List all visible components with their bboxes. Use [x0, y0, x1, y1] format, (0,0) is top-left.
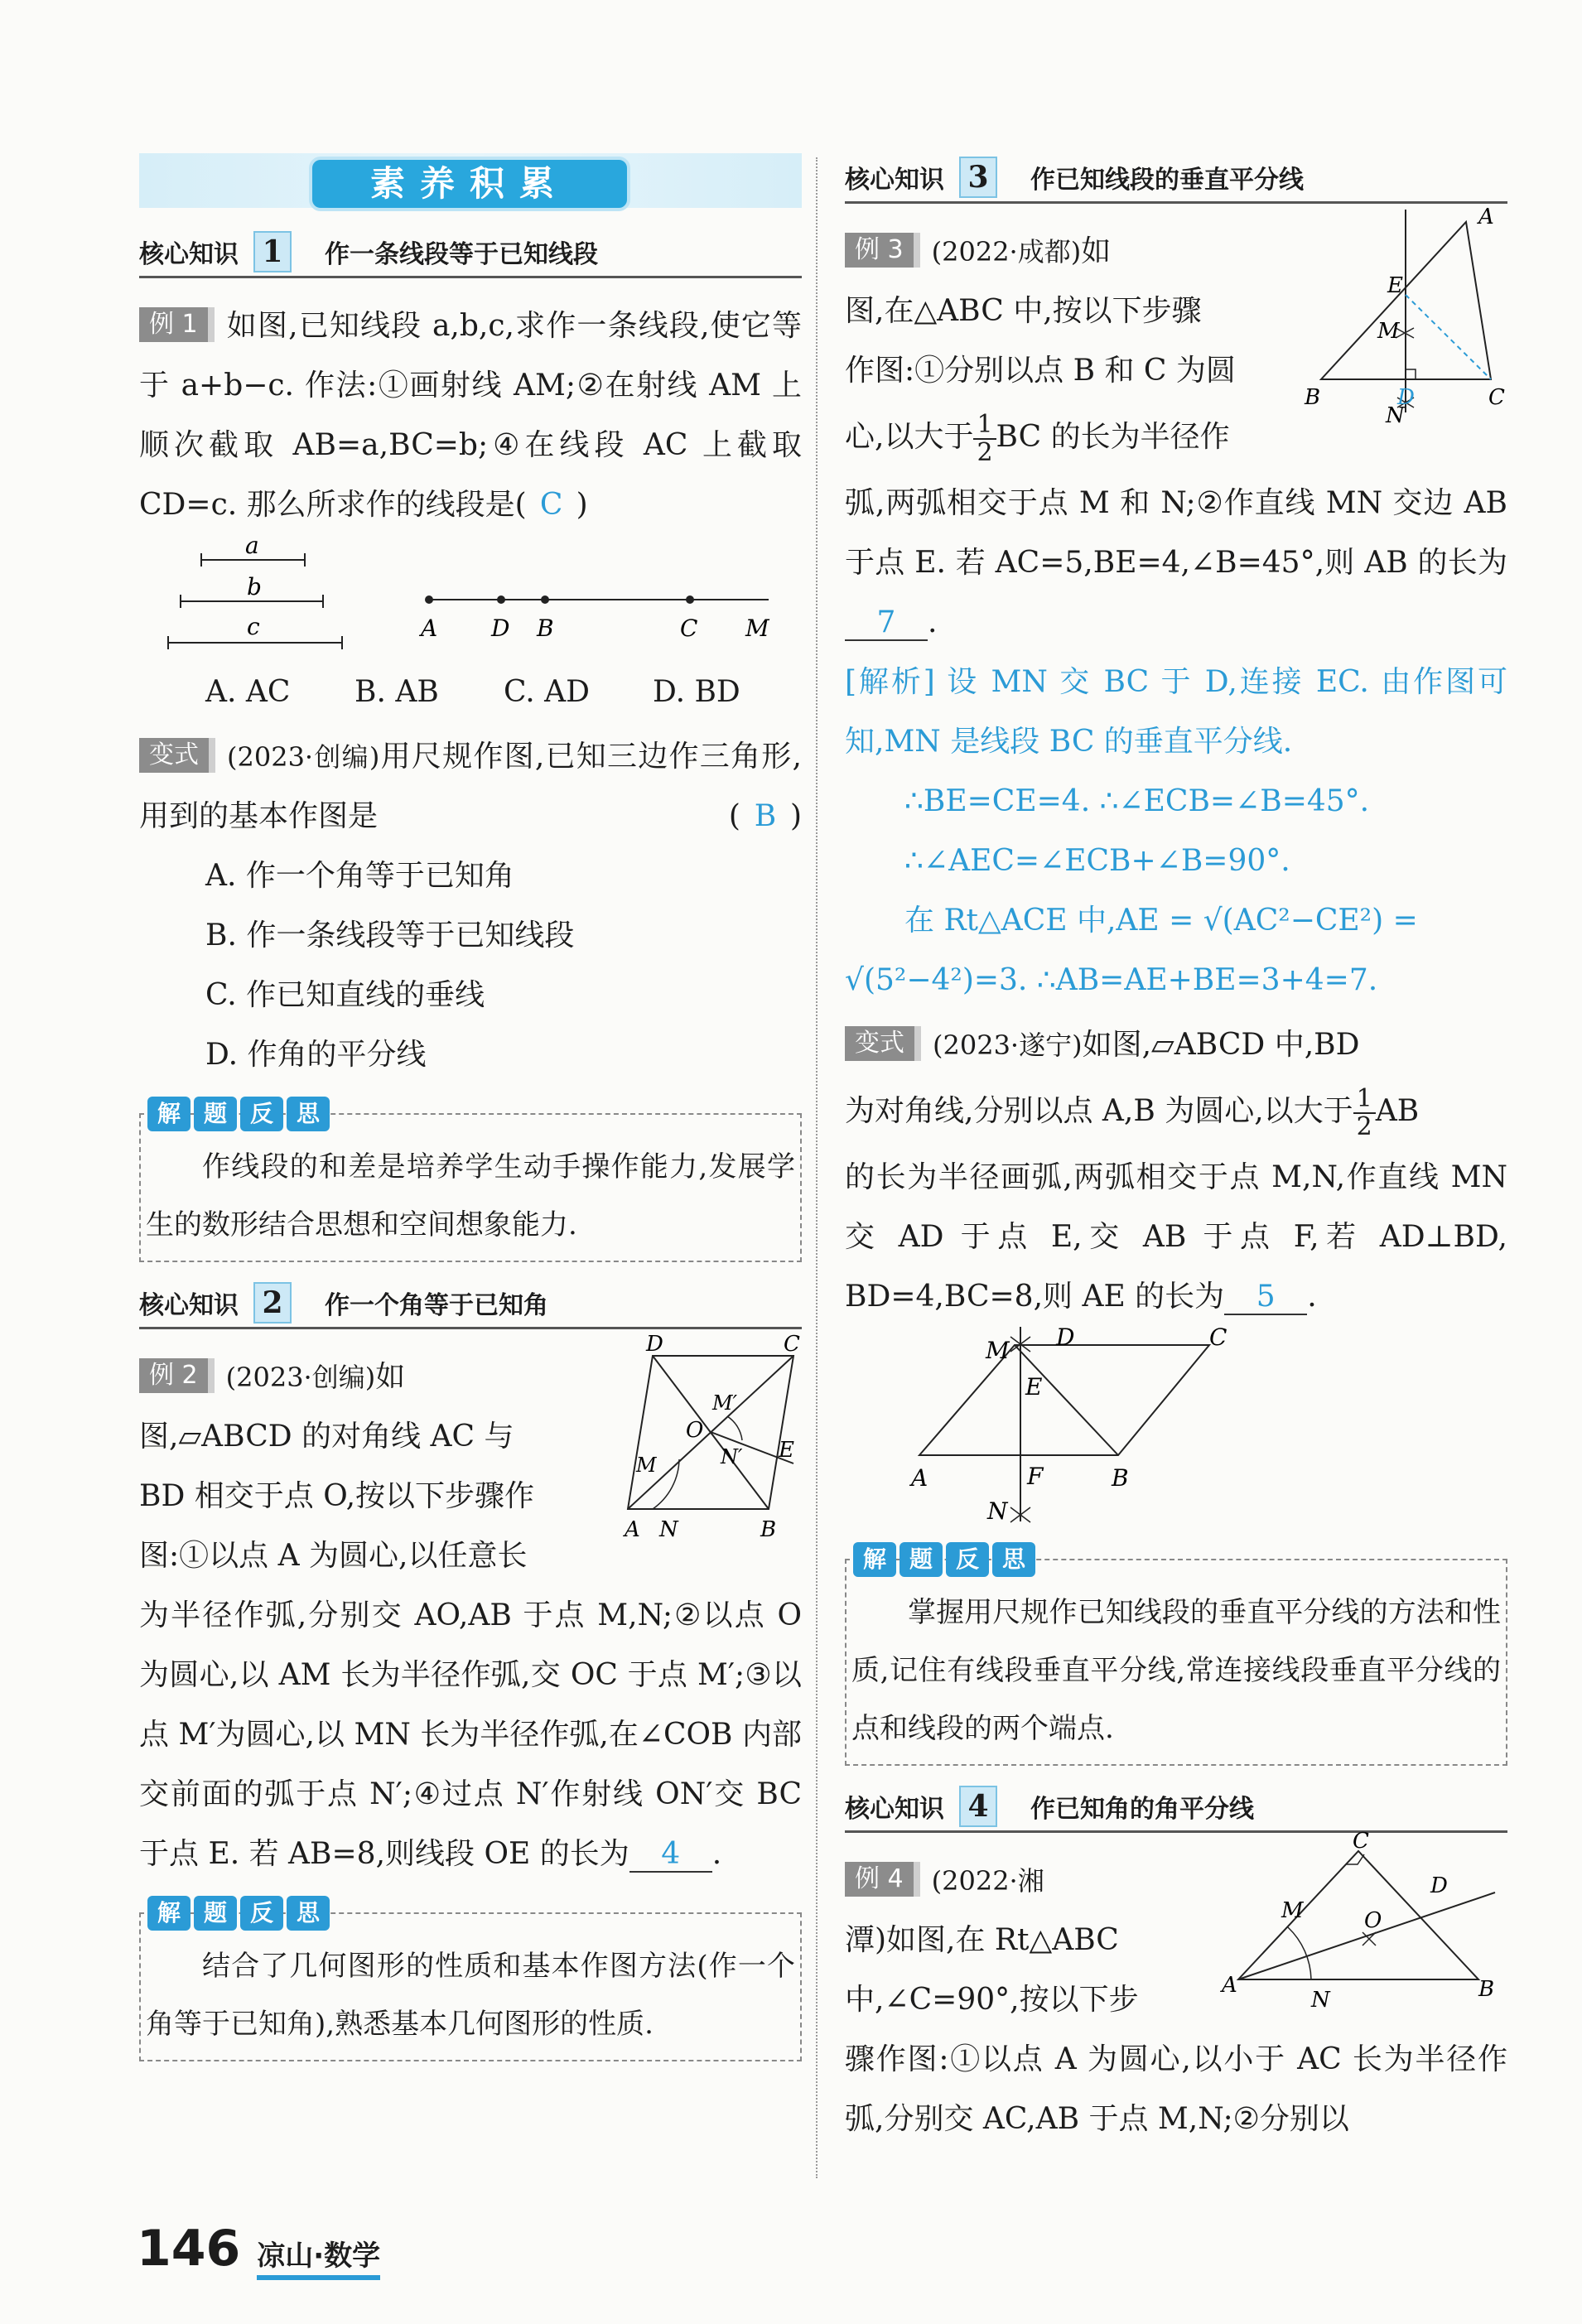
label-c: c	[247, 613, 260, 640]
kp3-number: 3	[959, 157, 997, 198]
page-number: 146	[137, 2220, 241, 2278]
example1-option-d: D. BD	[653, 675, 740, 709]
label-M: M	[745, 615, 769, 642]
kp3-header	[845, 153, 1507, 204]
analysis3-line2: ∴BE=CE=4. ∴∠ECB=∠B=45°.	[904, 784, 1370, 818]
variant3-rest-text: 的长为半径画弧,两弧相交于点 M,N,作直线 MN 交 AD 于点 E,交 AB 于点 F,若 AD⊥BD, BD=4,BC=8,则 AE 的长为	[845, 1160, 1507, 1314]
label-M-prime: M′	[712, 1391, 738, 1415]
arc-mn	[653, 1459, 679, 1509]
example3-line1	[845, 222, 1288, 282]
segment-ec	[1406, 295, 1491, 379]
label-N: N	[1386, 403, 1405, 428]
variant3-text1: 如图,▱ABCD 中,BD	[1082, 1028, 1360, 1062]
example2-line2: 图,▱ABCD 的对角线 AC 与	[139, 1420, 514, 1454]
reflection-tag-char: 反	[240, 1896, 283, 1931]
example3-line4b: BC 的长为半径作	[996, 420, 1230, 454]
analysis3-line5: √(5²−4²)=3. ∴AB=AE+BE=3+4=7.	[845, 963, 1378, 997]
reflection-tag-char: 思	[992, 1542, 1035, 1577]
example3-block	[845, 205, 1507, 653]
example3-source: (2022·成都)	[931, 236, 1082, 268]
footer-title: 凉山·数学	[257, 2233, 380, 2280]
example2-line1	[139, 1348, 570, 1407]
reflection-tag-char: 思	[287, 1097, 330, 1131]
kp1-header	[139, 228, 802, 278]
label-D: D	[646, 1332, 663, 1357]
fraction-numerator: 1	[973, 412, 996, 440]
label-E: E	[779, 1438, 794, 1463]
example3-rest-text: 弧,两弧相交于点 M 和 N;②作直线 MN 交边 AB 于点 E. 若 AC=5,BE=4,∠B=45°,则 AB 的长为	[845, 486, 1507, 580]
variant1-body: 用尺规作图,已知三边作三角形,用到的基本作图是	[139, 740, 802, 833]
variant1-text	[139, 727, 802, 846]
label-N: N	[987, 1497, 1008, 1525]
reflection-box-2	[139, 1899, 802, 2061]
label-A: A	[1478, 205, 1494, 229]
analysis3-head: [解析]	[845, 665, 935, 699]
reflection-tag-char: 题	[900, 1542, 943, 1577]
example2-figure	[625, 1331, 802, 1555]
label-M: M	[1281, 1898, 1304, 1923]
example2-rest	[139, 1586, 802, 1884]
right-column	[845, 153, 1507, 2149]
kp1-label: 核心知识	[139, 240, 239, 269]
variant3-text2b: AB	[1375, 1094, 1420, 1128]
label-C: C	[1353, 1829, 1369, 1854]
variant3-end: .	[1307, 1280, 1317, 1314]
label-A: A	[421, 615, 438, 642]
variant3-tag: 变式	[845, 1026, 921, 1061]
point-b	[541, 595, 549, 604]
label-F: F	[1027, 1463, 1044, 1490]
example4-line3: 中,∠C=90°,按以下步	[845, 1983, 1139, 2017]
example4-tag: 例 4	[845, 1862, 920, 1897]
example2-block	[139, 1332, 802, 1884]
example2-line1-text: 如	[375, 1360, 406, 1394]
example3-line4a: 心,以大于	[845, 420, 974, 454]
example3-line1-text: 如	[1081, 234, 1112, 268]
analysis3-line4: 在 Rt△ACE 中,AE = √(AC²−CE²) =	[904, 904, 1418, 938]
left-column	[139, 153, 802, 2078]
example1-option-c: C. AD	[504, 675, 591, 709]
example3-figure	[1305, 205, 1507, 429]
variant3-figure	[911, 1324, 1582, 1534]
reflection-tag-char: 解	[147, 1097, 191, 1131]
reflection-tag-3	[853, 1542, 1035, 1577]
label-C: C	[1488, 385, 1505, 410]
label-C: C	[680, 615, 698, 642]
variant1-answer: B	[754, 799, 777, 833]
label-A: A	[1222, 1973, 1237, 1998]
label-D: D	[1056, 1324, 1075, 1351]
reflection-tag-char: 反	[946, 1542, 989, 1577]
analysis3-line1: 设 MN 交 BC 于 D,连接 EC. 由作图可知,MN 是线段 BC 的垂直平分线.	[845, 665, 1507, 759]
kp4-header	[845, 1782, 1507, 1833]
example3-line2: 图,在△ABC 中,按以下步骤	[845, 294, 1202, 328]
variant3-text2a: 为对角线,分别以点 A,B 为圆心,以大于	[845, 1094, 1353, 1128]
fraction-denominator: 2	[1356, 1112, 1372, 1141]
reflection-tag-char: 题	[194, 1097, 237, 1131]
variant1-option-c: C. 作已知直线的垂线	[205, 978, 485, 1012]
label-A: A	[625, 1517, 640, 1542]
example3-line3: 作图:①分别以点 B 和 C 为圆	[845, 354, 1236, 388]
reflection-text-2: 结合了几何图形的性质和基本作图方法(作一个角等于已知角),熟悉基本几何图形的性质.	[146, 1950, 795, 2041]
triangle-abc	[1238, 1851, 1478, 1979]
kp3-title: 作已知线段的垂直平分线	[1030, 166, 1304, 195]
variant1-option-a: A. 作一个角等于已知角	[205, 859, 514, 893]
example1-figure	[139, 532, 802, 659]
label-C: C	[1209, 1324, 1227, 1351]
example3-line4	[845, 401, 1288, 474]
banner-title: 素养积累	[309, 157, 630, 211]
label-E: E	[1025, 1373, 1043, 1401]
reflection-tag-1	[147, 1097, 330, 1131]
arc-m-prime	[727, 1416, 742, 1440]
kp2-title: 作一个角等于已知角	[325, 1291, 548, 1320]
example2-wrapped	[139, 1348, 570, 1586]
example4-source: (2022·湘	[931, 1865, 1044, 1897]
example1-tag: 例 1	[139, 307, 215, 342]
label-M: M	[636, 1454, 657, 1477]
example1-body: 如图,已知线段 a,b,c,求作一条线段,使它等于 a+b−c. 作法:①画射线 AM;②在射线 AM 上顺次截取 AB=a,BC=b;④在线段 AC 上截取 CD=c. 那么所求作的线段是(	[139, 309, 802, 522]
reflection-tag-char: 思	[287, 1896, 330, 1931]
kp1-number: 1	[253, 231, 292, 272]
example2-source: (2023·创编)	[225, 1362, 376, 1393]
example3-end: .	[928, 605, 938, 639]
example2-answer: 4	[629, 1838, 712, 1873]
right-angle-c	[1346, 1854, 1364, 1864]
fraction-denominator: 2	[977, 438, 993, 467]
label-E: E	[1387, 273, 1403, 298]
right-angle-d	[1406, 369, 1416, 379]
label-D: D	[491, 615, 510, 642]
variant3-source: (2023·遂宁)	[933, 1029, 1083, 1061]
example1-text	[139, 297, 802, 535]
reflection-tag-2	[147, 1896, 330, 1931]
parallelogram-abcd	[919, 1345, 1209, 1455]
example2-line3: BD 相交于点 O,按以下步骤作	[139, 1479, 535, 1513]
label-M: M	[1377, 319, 1400, 344]
example1-answer: C	[539, 488, 563, 522]
column-divider	[816, 157, 818, 2178]
variant3-line1	[845, 1015, 1507, 1075]
kp2-header	[139, 1279, 802, 1329]
reflection-tag-char: 反	[240, 1097, 283, 1131]
label-D: D	[1430, 1873, 1448, 1898]
variant1-tag: 变式	[139, 738, 215, 773]
example3-fraction	[973, 412, 996, 466]
label-B: B	[1478, 1977, 1495, 2002]
kp3-label: 核心知识	[845, 166, 944, 195]
label-O: O	[1364, 1908, 1382, 1933]
example1-options	[205, 663, 802, 722]
label-B: B	[760, 1517, 777, 1542]
example3-wrapped	[845, 222, 1288, 474]
example3-answer: 7	[845, 606, 928, 641]
label-N-prime: N′	[721, 1445, 743, 1468]
example4-block	[845, 1829, 1507, 2149]
fraction-numerator: 1	[1353, 1086, 1376, 1114]
example3-tag: 例 3	[845, 233, 920, 268]
label-M: M	[986, 1337, 1010, 1364]
point-d	[497, 595, 505, 604]
analysis3	[845, 653, 1507, 1010]
kp2-label: 核心知识	[139, 1291, 239, 1320]
kp4-label: 核心知识	[845, 1795, 944, 1824]
point-c	[686, 595, 694, 604]
reflection-box-3	[845, 1545, 1507, 1766]
label-A: A	[911, 1464, 928, 1492]
reflection-tag-char: 解	[853, 1542, 896, 1577]
example4-rest: 骤作图:①以点 A 为圆心,以小于 AC 长为半径作弧,分别交 AC,AB 于点 M,N;②分别以	[845, 2042, 1507, 2136]
example4-wrapped	[845, 1851, 1218, 2030]
variant3-rest	[845, 1148, 1507, 1327]
example4-figure	[1222, 1829, 1507, 2033]
label-B: B	[1305, 385, 1321, 410]
label-b: b	[247, 573, 262, 600]
variant3-line2	[845, 1075, 1507, 1148]
reflection-text-3: 掌握用尺规作已知线段的垂直平分线的方法和性质,记住有线段垂直平分线,常连接线段垂直平分线的点和线段的两个端点.	[851, 1596, 1501, 1745]
variant1-answer-paren: ( B )	[729, 787, 802, 846]
arc-cross-o	[1363, 1932, 1376, 1946]
label-O: O	[686, 1418, 704, 1443]
example1-close: )	[576, 488, 588, 522]
variant1-option-b: B. 作一条线段等于已知线段	[205, 919, 575, 952]
example3-rest	[845, 474, 1507, 653]
analysis3-line3: ∴∠AEC=∠ECB+∠B=90°.	[904, 844, 1290, 878]
page-footer	[137, 2220, 380, 2280]
example4-line2: 潭)如图,在 Rt△ABC	[845, 1923, 1119, 1957]
reflection-tag-char: 题	[194, 1896, 237, 1931]
variant1-option-d: D. 作角的平分线	[205, 1038, 427, 1072]
example2-tag: 例 2	[139, 1358, 215, 1393]
variant3-fraction	[1353, 1086, 1376, 1140]
label-C: C	[784, 1332, 800, 1357]
example2-end: .	[711, 1837, 722, 1871]
label-B: B	[1112, 1464, 1129, 1492]
kp1-title: 作一条线段等于已知线段	[325, 240, 598, 269]
variant3-answer: 5	[1224, 1280, 1307, 1315]
arc-mn	[1288, 1927, 1311, 1979]
reflection-tag-char: 解	[147, 1896, 191, 1931]
label-a: a	[245, 532, 259, 559]
example2-line4: 图:①以点 A 为圆心,以任意长	[139, 1539, 528, 1573]
label-N: N	[659, 1517, 678, 1542]
example1-option-b: B. AB	[355, 675, 439, 709]
example1-option-a: A. AC	[205, 675, 291, 709]
label-D: D	[1397, 385, 1415, 410]
kp4-number: 4	[959, 1786, 997, 1827]
reflection-box-1	[139, 1100, 802, 1262]
variant1-source: (2023·创编)	[227, 741, 380, 773]
reflection-text-1: 作线段的和差是培养学生动手操作能力,发展学生的数形结合思想和空间想象能力.	[146, 1150, 795, 1242]
example2-rest-text: 为半径作弧,分别交 AO,AB 于点 M,N;②以点 O 为圆心,以 AM 长为半径作弧,交 OC 于点 M′;③以点 M′为圆心,以 MN 长为半径作弧,在∠COB 内部交前面的弧于点 N′;④过点 N′作射线 ON′交 BC 于点 E. 若 AB=8,则线段 OE 的长为	[139, 1598, 802, 1871]
point-a	[425, 595, 433, 604]
kp2-number: 2	[253, 1282, 292, 1324]
label-B: B	[537, 615, 554, 642]
section-banner	[139, 153, 802, 208]
label-N: N	[1311, 1988, 1330, 2013]
example4-line1	[845, 1851, 1218, 1911]
kp4-title: 作已知角的角平分线	[1030, 1795, 1254, 1824]
